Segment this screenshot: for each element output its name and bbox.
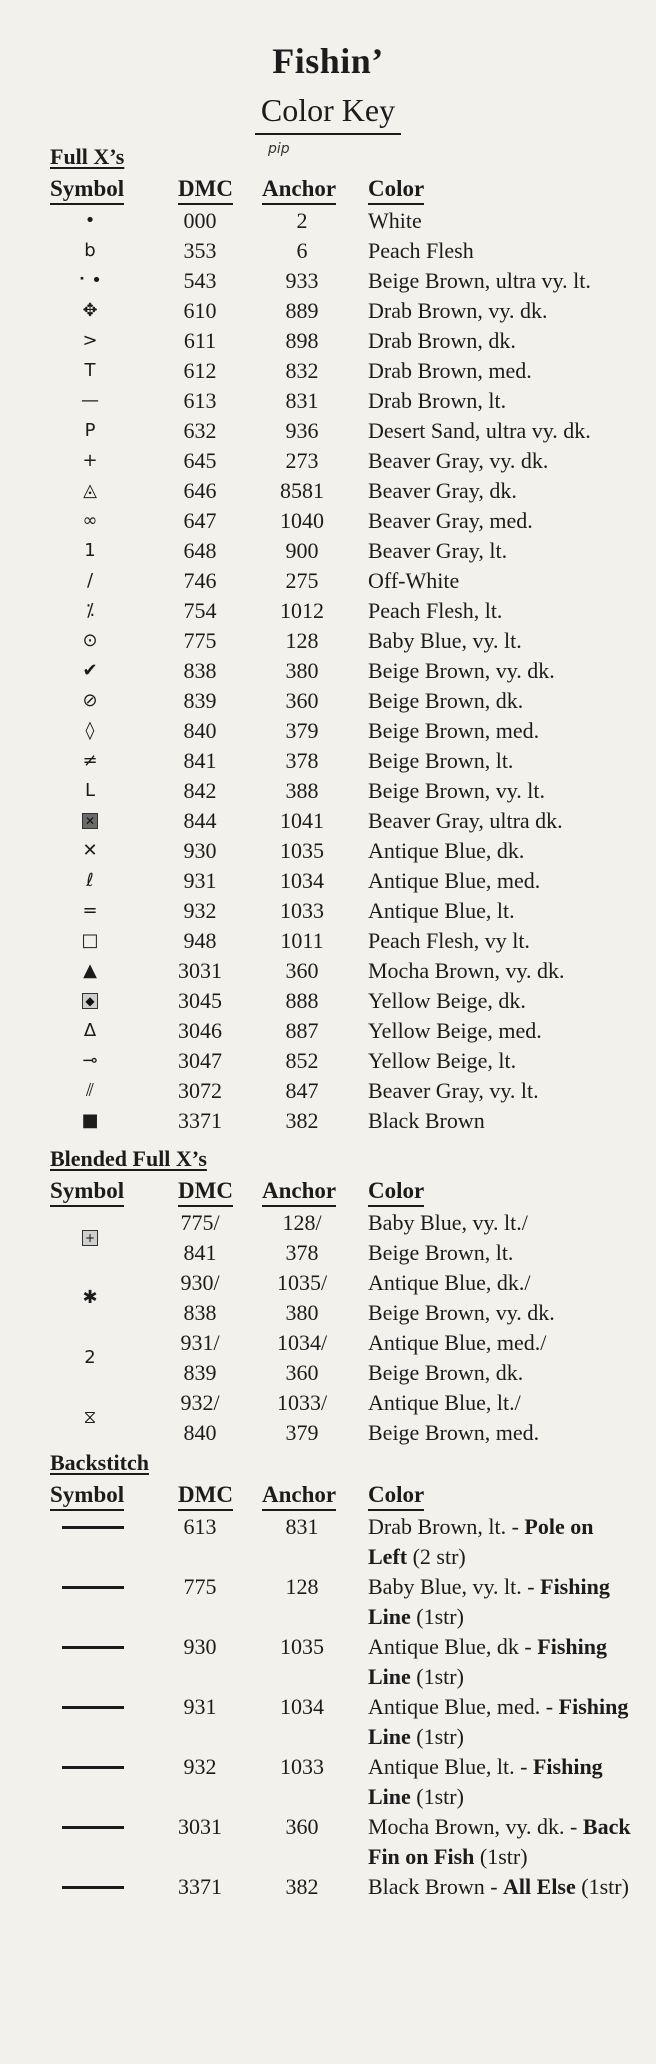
color-name: Drab Brown, vy. dk. (368, 298, 548, 323)
color-name: Antique Blue, dk. (368, 838, 525, 863)
anchor-number: 382 (285, 1108, 319, 1133)
anchor-number: 1040 (280, 508, 324, 533)
anchor-number: 380 (285, 658, 319, 683)
backstitch-description (368, 1872, 638, 1902)
header-symbol: Symbol (50, 1482, 124, 1511)
dmc-number: 3031 (178, 1814, 222, 1839)
full-x-heading: Full X’s (50, 144, 125, 169)
blended-heading: Blended Full X’s (50, 1146, 207, 1171)
symbol-icon: ≠ (82, 750, 98, 771)
blended-line-1 (0, 1208, 656, 1238)
color-name: Mocha Brown, vy. dk. (368, 958, 565, 983)
dmc-number: 930 (183, 1634, 217, 1659)
symbol-icon: □ (81, 930, 99, 951)
backstitch-row (0, 1572, 656, 1632)
symbol-icon: ◬ (83, 480, 97, 501)
color-name: Beaver Gray, lt. (368, 538, 508, 563)
color-name: Beige Brown, dk. (368, 1360, 524, 1385)
dmc-number: 632 (183, 418, 217, 443)
dmc-number: 613 (183, 1514, 217, 1539)
header-color: Color (368, 176, 424, 205)
anchor-number: 1033 (280, 898, 324, 923)
color-name: Yellow Beige, dk. (368, 988, 526, 1013)
backstitch-description (368, 1632, 638, 1692)
table-row (0, 716, 656, 746)
boxed-symbol-mark: + (84, 1231, 96, 1245)
table-row (0, 836, 656, 866)
symbol-icon: ⁒ (85, 600, 95, 621)
symbol-icon: Δ (83, 1020, 97, 1041)
anchor-number: 379 (285, 1420, 319, 1445)
page-title: Fishin’ (272, 41, 384, 81)
symbol-icon: ⧖ (83, 1407, 97, 1428)
backstitch-description (368, 1512, 638, 1572)
anchor-number: 388 (285, 778, 319, 803)
dmc-number: 839 (183, 688, 217, 713)
dmc-number: 746 (183, 568, 217, 593)
color-name: Drab Brown, lt. (368, 388, 507, 413)
color-name: Beaver Gray, vy. lt. (368, 1078, 539, 1103)
anchor-number: 380 (285, 1300, 319, 1325)
dmc-number: 613 (183, 388, 217, 413)
symbol-icon: / (86, 570, 94, 591)
symbol-icon: ✱ (82, 1287, 98, 1308)
color-name: White (368, 208, 422, 233)
symbol-icon: ∞ (82, 510, 98, 531)
color-name: Antique Blue, lt./ (368, 1390, 521, 1415)
strand-count: (1str) (410, 1724, 464, 1749)
table-row (0, 236, 656, 266)
header-anchor: Anchor (262, 176, 336, 205)
subtitle-wrap (0, 92, 656, 135)
table-row (0, 506, 656, 536)
color-name: Beige Brown, lt. (368, 748, 514, 773)
dmc-number: 645 (183, 448, 217, 473)
color-name: Antique Blue, med. (368, 868, 541, 893)
table-row (0, 596, 656, 626)
dmc-number: 646 (183, 478, 217, 503)
table-row (0, 686, 656, 716)
table-row (0, 866, 656, 896)
symbol-icon (50, 806, 130, 836)
anchor-number: 128 (285, 628, 319, 653)
anchor-number: 128/ (282, 1210, 322, 1235)
color-name: Drab Brown, dk. (368, 328, 516, 353)
color-name: Beige Brown, med. (368, 718, 540, 743)
color-name: Antique Blue, dk./ (368, 1270, 531, 1295)
dmc-number: 3047 (178, 1048, 222, 1073)
dmc-number: 353 (183, 238, 217, 263)
anchor-number: 831 (285, 388, 319, 413)
color-name: Antique Blue, med. - (368, 1694, 559, 1719)
table-row (0, 536, 656, 566)
table-row (0, 326, 656, 356)
strand-count: (2 str) (407, 1544, 466, 1569)
table-row (0, 926, 656, 956)
blended-row (0, 1268, 656, 1328)
full-x-header-row (0, 176, 656, 206)
dmc-number: 3031 (178, 958, 222, 983)
anchor-number: 1033 (280, 1754, 324, 1779)
anchor-number: 933 (285, 268, 319, 293)
anchor-number: 360 (285, 1360, 319, 1385)
strand-count: (1str) (410, 1604, 464, 1629)
color-name: Black Brown - (368, 1874, 504, 1899)
dmc-number: 844 (183, 808, 217, 833)
blended-line-1 (0, 1328, 656, 1358)
table-row (0, 626, 656, 656)
table-row (0, 266, 656, 296)
blended-row (0, 1388, 656, 1448)
anchor-number: 382 (285, 1874, 319, 1899)
color-name: Antique Blue, dk - (368, 1634, 538, 1659)
color-name: Beige Brown, vy. lt. (368, 778, 545, 803)
strand-count: (1str) (474, 1844, 528, 1869)
color-name: Antique Blue, lt. (368, 898, 515, 923)
boxed-symbol-mark: ✕ (84, 814, 96, 828)
symbol-icon: ⫽ (85, 1080, 95, 1101)
dmc-number: 839 (183, 1360, 217, 1385)
stitch-area: Fishing Line (368, 1754, 603, 1809)
backstitch-line-icon (62, 1766, 124, 1769)
table-row (0, 656, 656, 686)
blended-row (0, 1328, 656, 1388)
backstitch-description (368, 1752, 638, 1812)
handwritten-note: pip (268, 141, 290, 157)
symbol-icon: > (82, 330, 98, 351)
color-name: Beaver Gray, ultra dk. (368, 808, 563, 833)
color-name: Antique Blue, lt. - (368, 1754, 533, 1779)
stitch-area: Back Fin on Fish (368, 1814, 631, 1869)
header-symbol: Symbol (50, 176, 124, 205)
color-name: Beige Brown, lt. (368, 1240, 514, 1265)
symbol-icon: 1 (84, 540, 96, 561)
dmc-number: 3045 (178, 988, 222, 1013)
blended-header-row (0, 1178, 656, 1208)
table-row (0, 1046, 656, 1076)
dmc-number: 3072 (178, 1078, 222, 1103)
color-name: Peach Flesh (368, 238, 474, 263)
backstitch-line-icon (62, 1646, 124, 1649)
anchor-number: 360 (285, 688, 319, 713)
dmc-number: 775 (183, 628, 217, 653)
blended-line-2 (0, 1238, 656, 1268)
table-row (0, 746, 656, 776)
color-name: Beige Brown, vy. dk. (368, 658, 555, 683)
symbol-icon: ⊸ (82, 1050, 98, 1071)
header-anchor: Anchor (262, 1482, 336, 1511)
strand-count: (1str) (410, 1784, 464, 1809)
symbol-icon: ✥ (82, 300, 98, 321)
dmc-number: 842 (183, 778, 217, 803)
anchor-number: 6 (296, 238, 308, 263)
boxed-symbol-mark: ◆ (85, 994, 95, 1008)
color-name: Drab Brown, med. (368, 358, 532, 383)
dmc-number: 611 (183, 328, 217, 353)
anchor-number: 900 (285, 538, 319, 563)
anchor-number: 1035/ (276, 1270, 328, 1295)
dmc-number: 612 (183, 358, 217, 383)
header-color: Color (368, 1482, 424, 1511)
dmc-number: 648 (183, 538, 217, 563)
blended-line-1 (0, 1268, 656, 1298)
anchor-number: 275 (285, 568, 319, 593)
color-name: Antique Blue, med./ (368, 1330, 547, 1355)
anchor-number: 887 (285, 1018, 319, 1043)
color-name: Baby Blue, vy. lt. - (368, 1574, 541, 1599)
table-row (0, 956, 656, 986)
anchor-number: 1033/ (276, 1390, 328, 1415)
dmc-number: 948 (183, 928, 217, 953)
table-row (0, 896, 656, 926)
color-name: Beige Brown, med. (368, 1420, 540, 1445)
dmc-number: 838 (183, 1300, 217, 1325)
anchor-number: 360 (285, 958, 319, 983)
dmc-number: 840 (183, 1420, 217, 1445)
table-row (0, 446, 656, 476)
table-row (0, 1076, 656, 1106)
blended-row (0, 1208, 656, 1268)
dmc-number: 3371 (178, 1108, 222, 1133)
table-row (0, 476, 656, 506)
dmc-number: 932/ (180, 1390, 220, 1415)
symbol-icon: ✕ (82, 840, 98, 861)
anchor-number: 273 (285, 448, 319, 473)
symbol-icon: ▲ (83, 960, 97, 981)
dmc-number: 543 (183, 268, 217, 293)
dmc-number: 610 (183, 298, 217, 323)
color-name: Beaver Gray, med. (368, 508, 533, 533)
blended-line-2 (0, 1358, 656, 1388)
backstitch-description (368, 1572, 638, 1632)
dmc-number: 930 (183, 838, 217, 863)
dmc-number: 930/ (180, 1270, 220, 1295)
symbol-icon: ℓ (86, 870, 94, 891)
blended-line-2 (0, 1418, 656, 1448)
anchor-number: 378 (285, 1240, 319, 1265)
color-name: Yellow Beige, lt. (368, 1048, 517, 1073)
anchor-number: 1034 (280, 868, 324, 893)
symbol-icon: L (84, 780, 96, 801)
symbol-icon: ✔ (82, 660, 98, 681)
symbol-icon (50, 986, 130, 1016)
dmc-number: 840 (183, 718, 217, 743)
anchor-number: 2 (296, 208, 308, 233)
symbol-icon: ⊙ (82, 630, 98, 651)
stitch-area: Pole on Left (368, 1514, 594, 1569)
header-dmc: DMC (178, 1482, 233, 1511)
stitch-area: Fishing Line (368, 1634, 607, 1689)
color-name: Beige Brown, dk. (368, 688, 524, 713)
color-name: Yellow Beige, med. (368, 1018, 542, 1043)
anchor-number: 936 (285, 418, 319, 443)
table-row (0, 1106, 656, 1136)
anchor-number: 1035 (280, 838, 324, 863)
dmc-number: 931/ (180, 1330, 220, 1355)
color-name: Baby Blue, vy. lt./ (368, 1210, 528, 1235)
dmc-number: 754 (183, 598, 217, 623)
dmc-number: 3371 (178, 1874, 222, 1899)
strand-count: (1str) (575, 1874, 629, 1899)
table-row (0, 416, 656, 446)
symbol-icon: ⊘ (82, 690, 98, 711)
dmc-number: 775 (183, 1574, 217, 1599)
anchor-number: 1034 (280, 1694, 324, 1719)
color-name: Baby Blue, vy. lt. (368, 628, 522, 653)
dmc-number: 841 (183, 748, 217, 773)
stitch-area: Fishing Line (368, 1694, 629, 1749)
symbol-icon: ■ (81, 1110, 99, 1131)
color-name: Beaver Gray, vy. dk. (368, 448, 549, 473)
table-row (0, 386, 656, 416)
backstitch-row (0, 1812, 656, 1872)
anchor-number: 360 (285, 1814, 319, 1839)
symbol-icon: T (84, 360, 96, 381)
backstitch-line-icon (62, 1526, 124, 1529)
color-name: Drab Brown, lt. - (368, 1514, 525, 1539)
backstitch-description (368, 1692, 638, 1752)
stitch-area: All Else (503, 1874, 576, 1899)
backstitch-line-icon (62, 1886, 124, 1889)
color-name: Black Brown (368, 1108, 485, 1133)
header-symbol: Symbol (50, 1178, 124, 1207)
color-name: Peach Flesh, lt. (368, 598, 503, 623)
color-name: Off-White (368, 568, 460, 593)
color-name: Beige Brown, vy. dk. (368, 1300, 555, 1325)
anchor-number: 379 (285, 718, 319, 743)
stitch-area: Fishing Line (368, 1574, 610, 1629)
anchor-number: 378 (285, 748, 319, 773)
anchor-number: 832 (285, 358, 319, 383)
symbol-icon: 2 (84, 1347, 96, 1368)
dmc-number: 838 (183, 658, 217, 683)
strand-count: (1str) (410, 1664, 464, 1689)
header-dmc: DMC (178, 176, 233, 205)
anchor-number: 1012 (280, 598, 324, 623)
backstitch-description (368, 1812, 638, 1872)
table-row (0, 206, 656, 236)
dmc-number: 932 (183, 1754, 217, 1779)
header-anchor: Anchor (262, 1178, 336, 1207)
table-row (0, 296, 656, 326)
table-row (0, 566, 656, 596)
color-name: Beige Brown, ultra vy. lt. (368, 268, 591, 293)
table-row (0, 986, 656, 1016)
header-color: Color (368, 1178, 424, 1207)
dmc-number: 841 (183, 1240, 217, 1265)
backstitch-row (0, 1512, 656, 1572)
dmc-number: 931 (183, 1694, 217, 1719)
blended-line-2 (0, 1298, 656, 1328)
symbol-icon: b (84, 240, 96, 261)
header-dmc: DMC (178, 1178, 233, 1207)
table-row (0, 806, 656, 836)
symbol-icon: ⠂• (78, 270, 102, 291)
dmc-number: 932 (183, 898, 217, 923)
backstitch-line-icon (62, 1586, 124, 1589)
anchor-number: 8581 (280, 478, 324, 503)
color-name: Mocha Brown, vy. dk. - (368, 1814, 583, 1839)
anchor-number: 1011 (280, 928, 324, 953)
boxed-symbol-icon (82, 993, 98, 1009)
color-name: Desert Sand, ultra vy. dk. (368, 418, 591, 443)
symbol-icon: = (82, 900, 98, 921)
backstitch-heading: Backstitch (50, 1450, 149, 1475)
page-subtitle: Color Key (255, 92, 401, 135)
anchor-number: 1035 (280, 1634, 324, 1659)
backstitch-row (0, 1872, 656, 1932)
anchor-number: 889 (285, 298, 319, 323)
symbol-icon: P (84, 420, 96, 441)
backstitch-header-row (0, 1482, 656, 1512)
backstitch-line-icon (62, 1706, 124, 1709)
dmc-number: 647 (183, 508, 217, 533)
anchor-number: 1034/ (276, 1330, 328, 1355)
anchor-number: 1041 (280, 808, 324, 833)
backstitch-row (0, 1692, 656, 1752)
table-row (0, 1016, 656, 1046)
symbol-icon: • (84, 210, 96, 231)
boxed-symbol-icon (82, 813, 98, 829)
table-row (0, 776, 656, 806)
blended-line-1 (0, 1388, 656, 1418)
anchor-number: 898 (285, 328, 319, 353)
symbol-icon: + (82, 450, 98, 471)
table-row (0, 356, 656, 386)
symbol-icon: — (81, 390, 99, 411)
dmc-number: 3046 (178, 1018, 222, 1043)
anchor-number: 831 (285, 1514, 319, 1539)
anchor-number: 128 (285, 1574, 319, 1599)
backstitch-row (0, 1752, 656, 1812)
anchor-number: 852 (285, 1048, 319, 1073)
dmc-number: 000 (183, 208, 217, 233)
dmc-number: 931 (183, 868, 217, 893)
anchor-number: 847 (285, 1078, 319, 1103)
color-name: Beaver Gray, dk. (368, 478, 517, 503)
backstitch-row (0, 1632, 656, 1692)
symbol-icon: ◊ (85, 720, 95, 741)
dmc-number: 775/ (180, 1210, 220, 1235)
backstitch-line-icon (62, 1826, 124, 1829)
anchor-number: 888 (285, 988, 319, 1013)
color-name: Peach Flesh, vy lt. (368, 928, 530, 953)
